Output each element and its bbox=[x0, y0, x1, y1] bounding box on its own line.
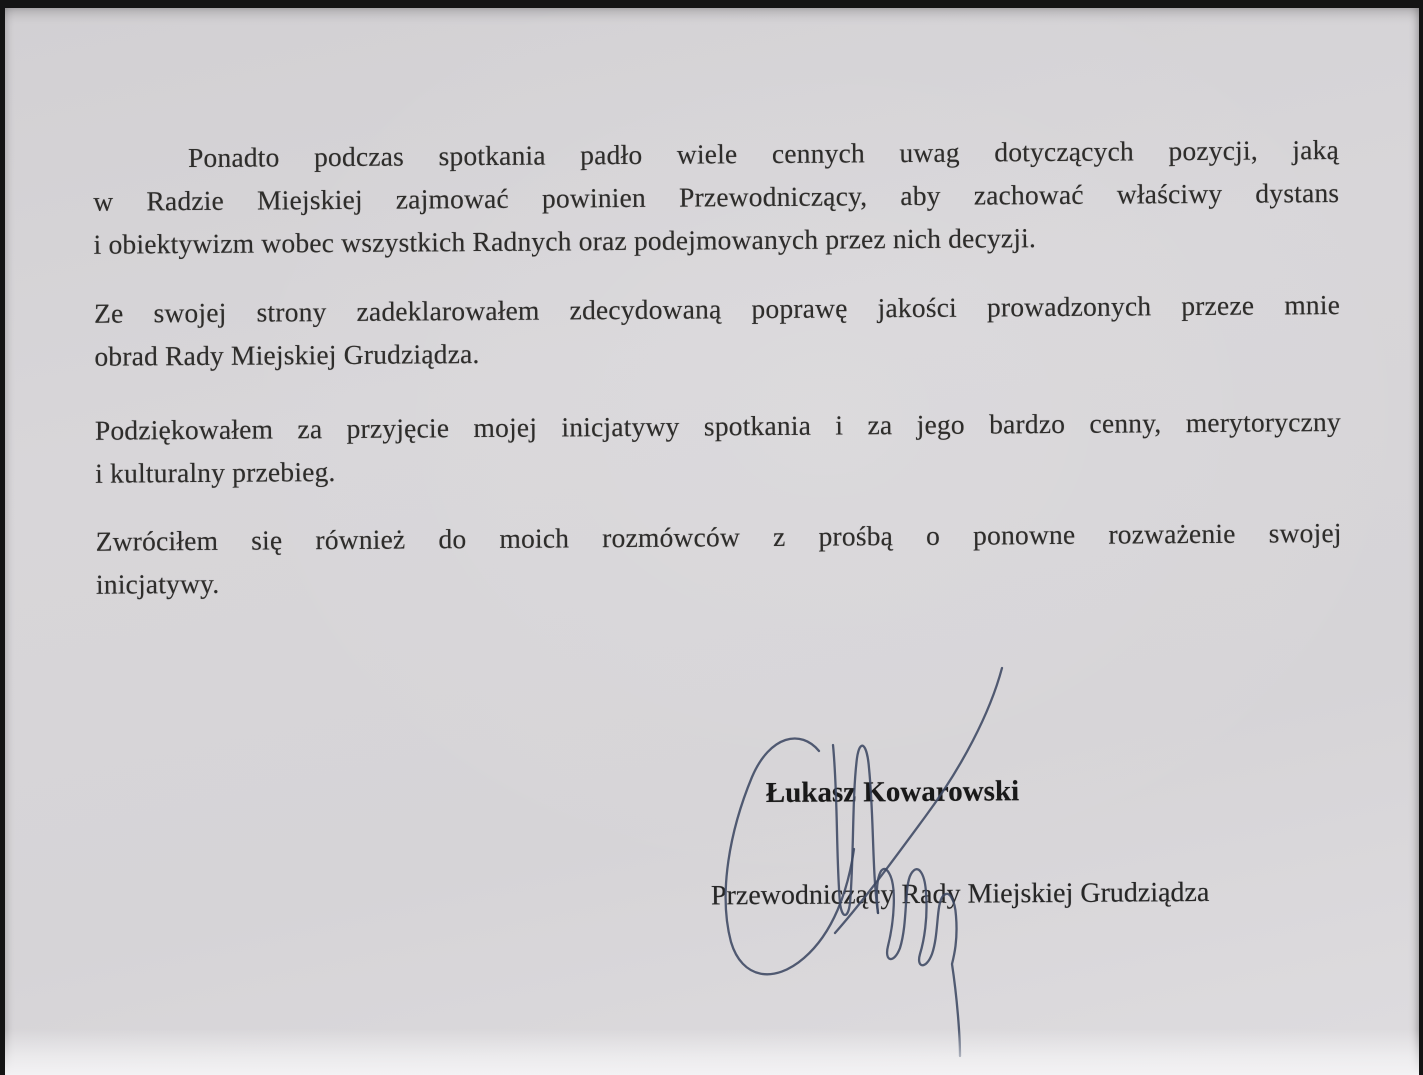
letter-page bbox=[5, 8, 1419, 1075]
text-line: Ponadto podczas spotkania padło wiele cennych uwag dotyczących pozycji, jaką bbox=[187, 133, 1340, 174]
text-line: obrad Rady Miejskiej Grudziądza. bbox=[94, 338, 480, 372]
text-line: i obiektywizm wobec wszystkich Radnych oraz podejmowanych przez nich decyzji. bbox=[93, 222, 1037, 260]
paragraph-3 bbox=[95, 400, 1342, 495]
paragraph-4 bbox=[96, 511, 1343, 606]
paragraph-1 bbox=[93, 128, 1340, 266]
text-line: inicjatywy. bbox=[95, 567, 220, 600]
signatory-name: Łukasz Kowarowski bbox=[765, 775, 1020, 810]
handwritten-signature bbox=[657, 645, 1047, 1075]
signatory-title: Przewodniczący Rady Miejskiej Grudziądza bbox=[710, 876, 1210, 912]
text-line: Podziękowałem za przyjęcie mojej inicjatywy spotkania i za jego bardzo cenny, merytoryczny bbox=[94, 405, 1341, 446]
text-line: i kulturalny przebieg. bbox=[95, 456, 336, 489]
text-line: Zwróciłem się również do moich rozmówców z prośbą o ponowne rozważenie swojej bbox=[95, 516, 1342, 557]
paragraph-2 bbox=[94, 283, 1341, 378]
text-line: Ze swojej strony zadeklarowałem zdecydowaną poprawę jakości prowadzonych przeze mnie bbox=[93, 288, 1341, 329]
text-line: w Radzie Miejskiej zajmować powinien Przewodniczący, aby zachować właściwy dystans bbox=[93, 176, 1340, 217]
